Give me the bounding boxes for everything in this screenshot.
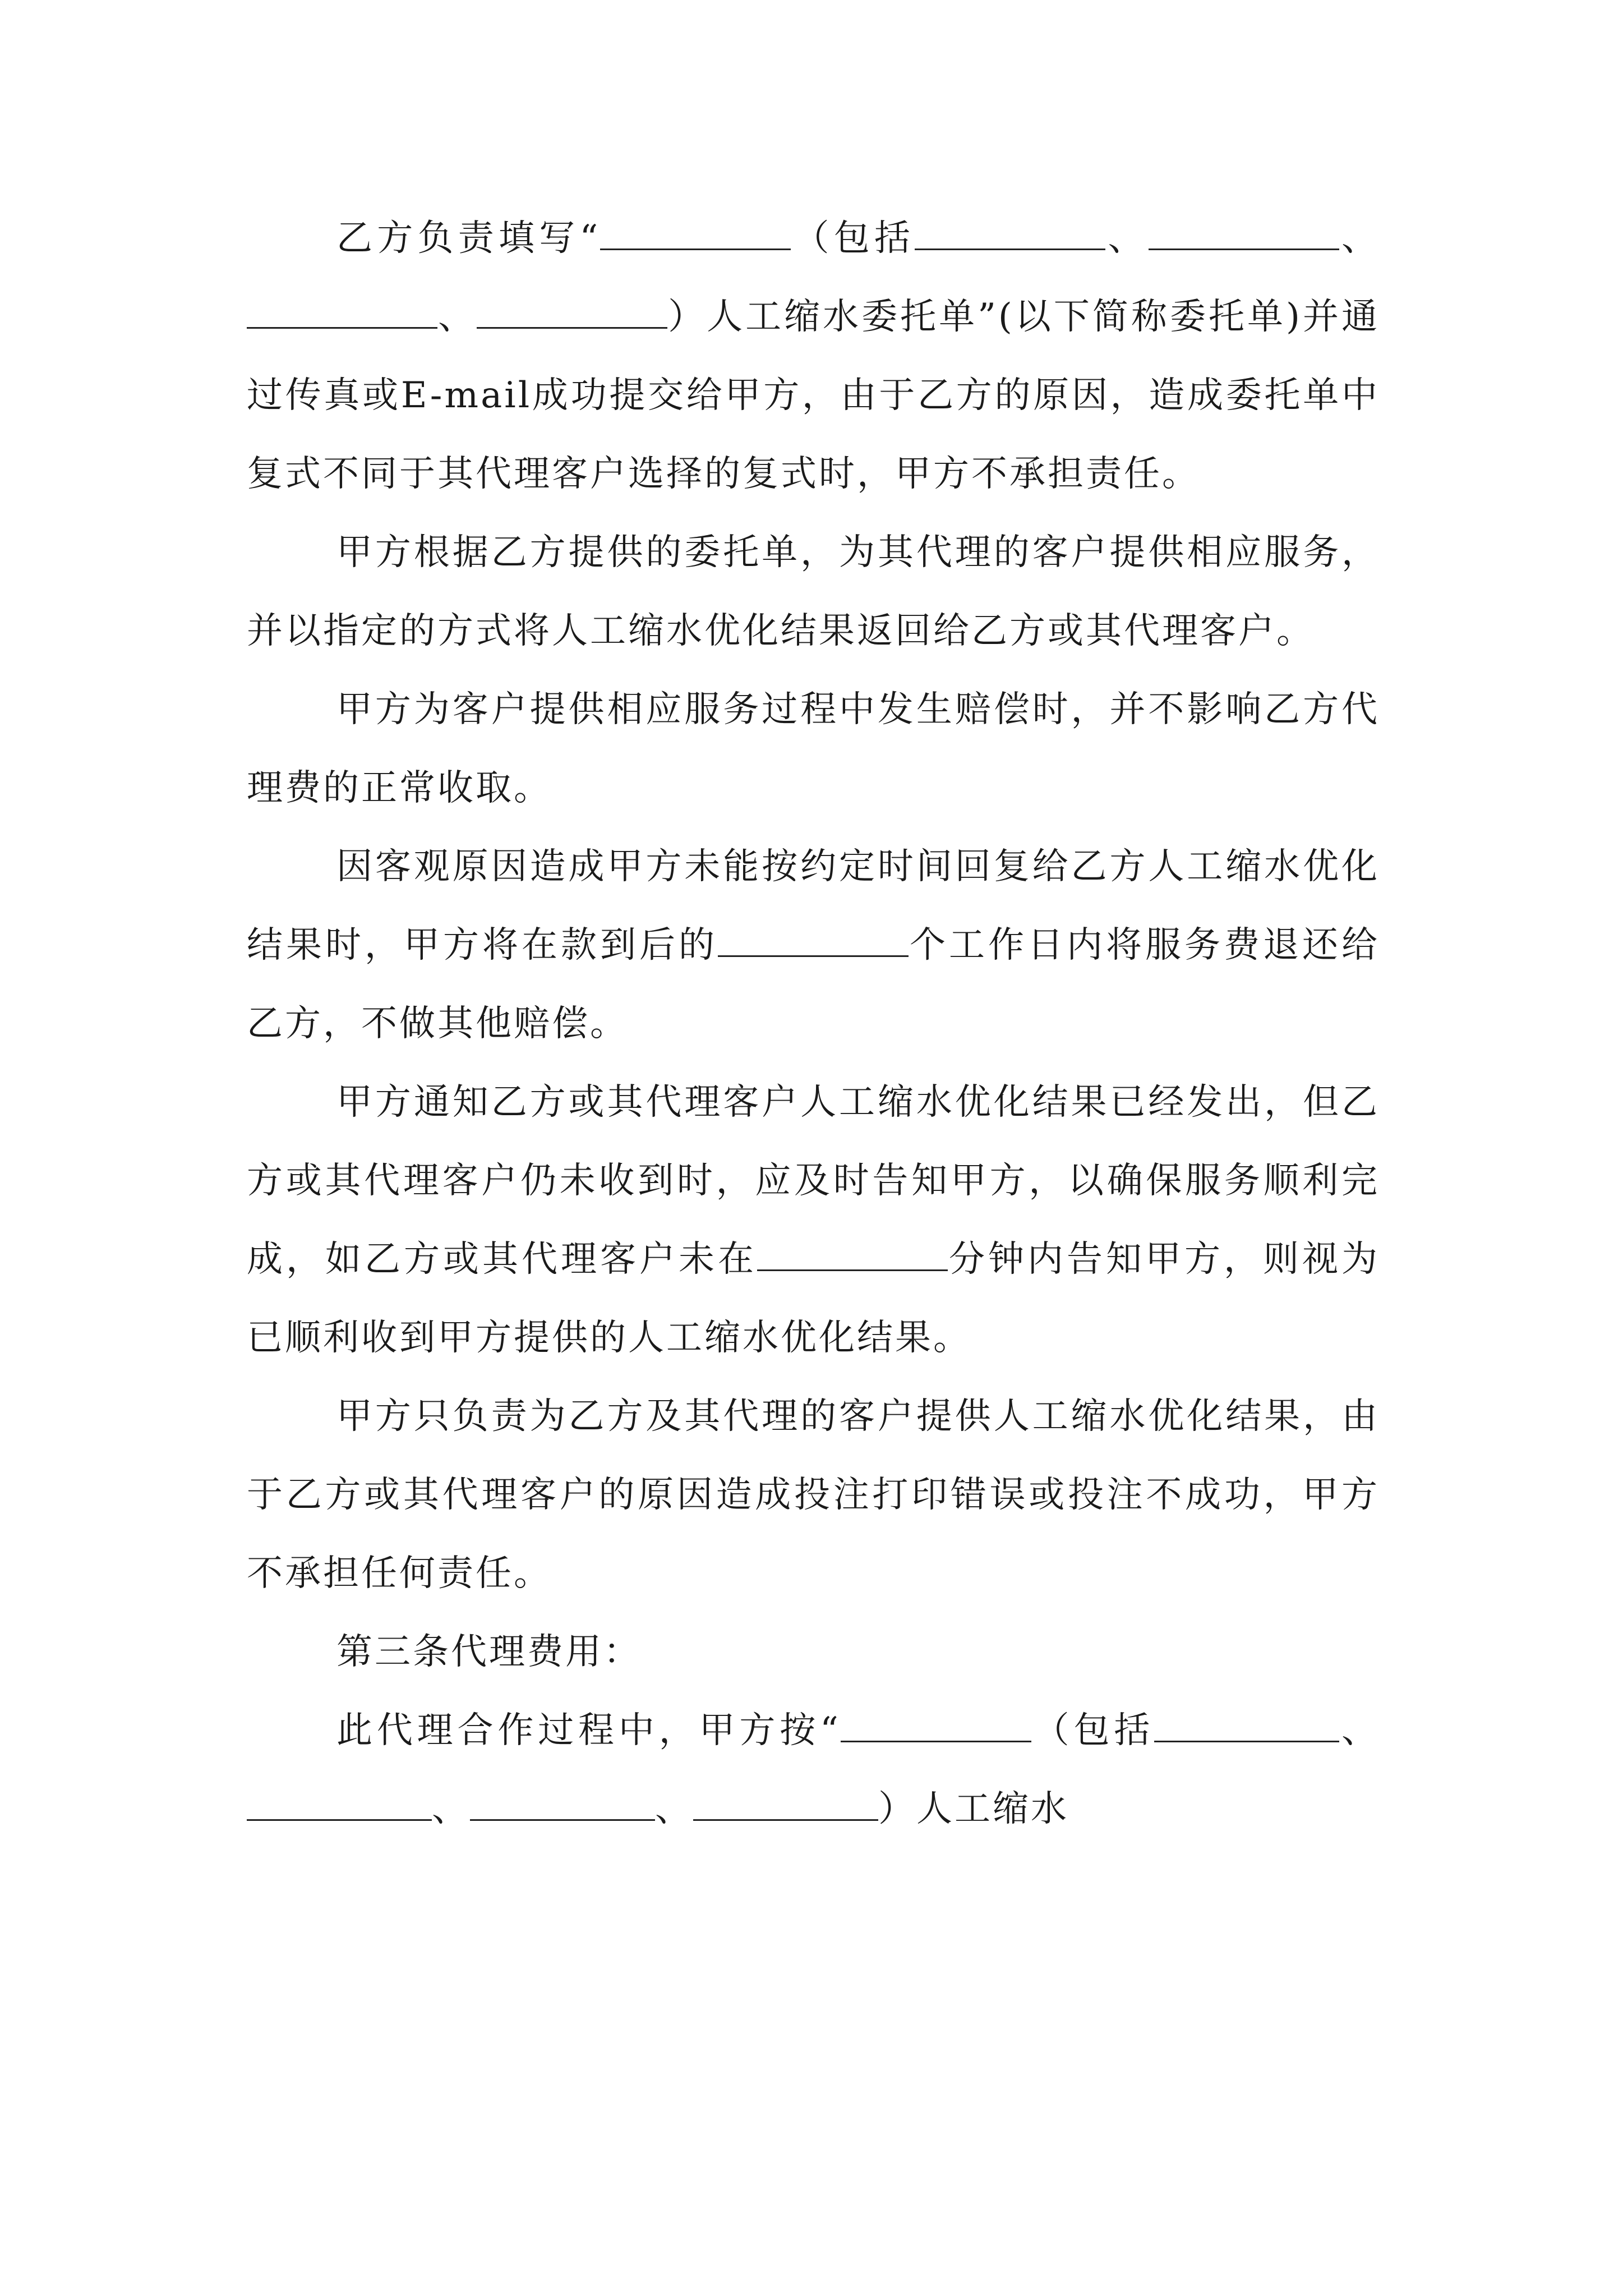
paragraph-liability: 甲方只负责为乙方及其代理的客户提供人工缩水优化结果，由于乙方或其代理客户的原因造成投注打印错误或投注不成功，甲方不承担任何责任。 (247, 1396, 1380, 1594)
text-segment: （包括 (1031, 1710, 1155, 1751)
paragraph-service-provision: 甲方根据乙方提供的委托单，为其代理的客户提供相应服务，并以指定的方式将人工缩水优化结果返回给乙方或其代理客户。 (247, 532, 1380, 652)
fill-in-blank (757, 1230, 948, 1271)
text-segment: 、 (432, 1788, 470, 1830)
text-segment: 个工作日内将服务费退还给乙方，不做其他赔偿。 (247, 924, 1380, 1045)
section-heading-fees: 第三条代理费用： (336, 1631, 642, 1673)
fill-in-blank (247, 288, 437, 329)
fill-in-blank (477, 288, 667, 329)
text-segment: （包括 (791, 218, 915, 259)
fill-in-blank (470, 1780, 655, 1821)
text-segment: ）人工缩水 (878, 1788, 1069, 1830)
fill-in-blank (1154, 1701, 1339, 1742)
text-segment: 、 (437, 296, 477, 338)
text-segment: 分钟内告知甲方，则视为已顺利收到甲方提供的人工缩水优化结果。 (247, 1239, 1380, 1359)
text-segment: 乙方负责填写“ (336, 218, 601, 259)
text-segment: 、 (655, 1788, 693, 1830)
fill-in-blank (247, 1780, 432, 1821)
fill-in-blank (693, 1780, 878, 1821)
paragraph-refund (247, 827, 1380, 1063)
fill-in-blank (718, 916, 909, 957)
paragraph-notification (247, 1063, 1380, 1377)
document-body (247, 199, 1380, 1848)
fill-in-blank (600, 209, 791, 250)
paragraph-compensation: 甲方为客户提供相应服务过程中发生赔偿时，并不影响乙方代理费的正常收取。 (247, 689, 1380, 809)
text-segment: 甲方通知乙方或其代理客户人工缩水优化结果已经发出，但乙方或其代理客户仍未收到时，应及时告知甲方，以确保服务顺利完成，如乙方或其代理客户未在 (247, 1082, 1380, 1280)
fill-in-blank (841, 1701, 1031, 1742)
paragraph-fees (247, 1691, 1380, 1848)
text-segment: 、 (1339, 1710, 1380, 1751)
paragraph-entrust-form (247, 199, 1380, 513)
text-segment: 、 (1339, 218, 1380, 259)
text-segment: 、 (1105, 218, 1149, 259)
text-segment: 此代理合作过程中，甲方按“ (336, 1710, 841, 1751)
text-segment: 因客观原因造成甲方未能按约定时间回复给乙方人工缩水优化结果时，甲方将在款到后的 (247, 846, 1380, 966)
fill-in-blank (915, 209, 1105, 250)
text-segment: ）人工缩水委托单”(以下简称委托单)并通过传真或E-mail成功提交给甲方，由于乙方的原因，造成委托单中复式不同于其代理客户选择的复式时，甲方不承担责任。 (247, 296, 1380, 495)
fill-in-blank (1149, 209, 1339, 250)
